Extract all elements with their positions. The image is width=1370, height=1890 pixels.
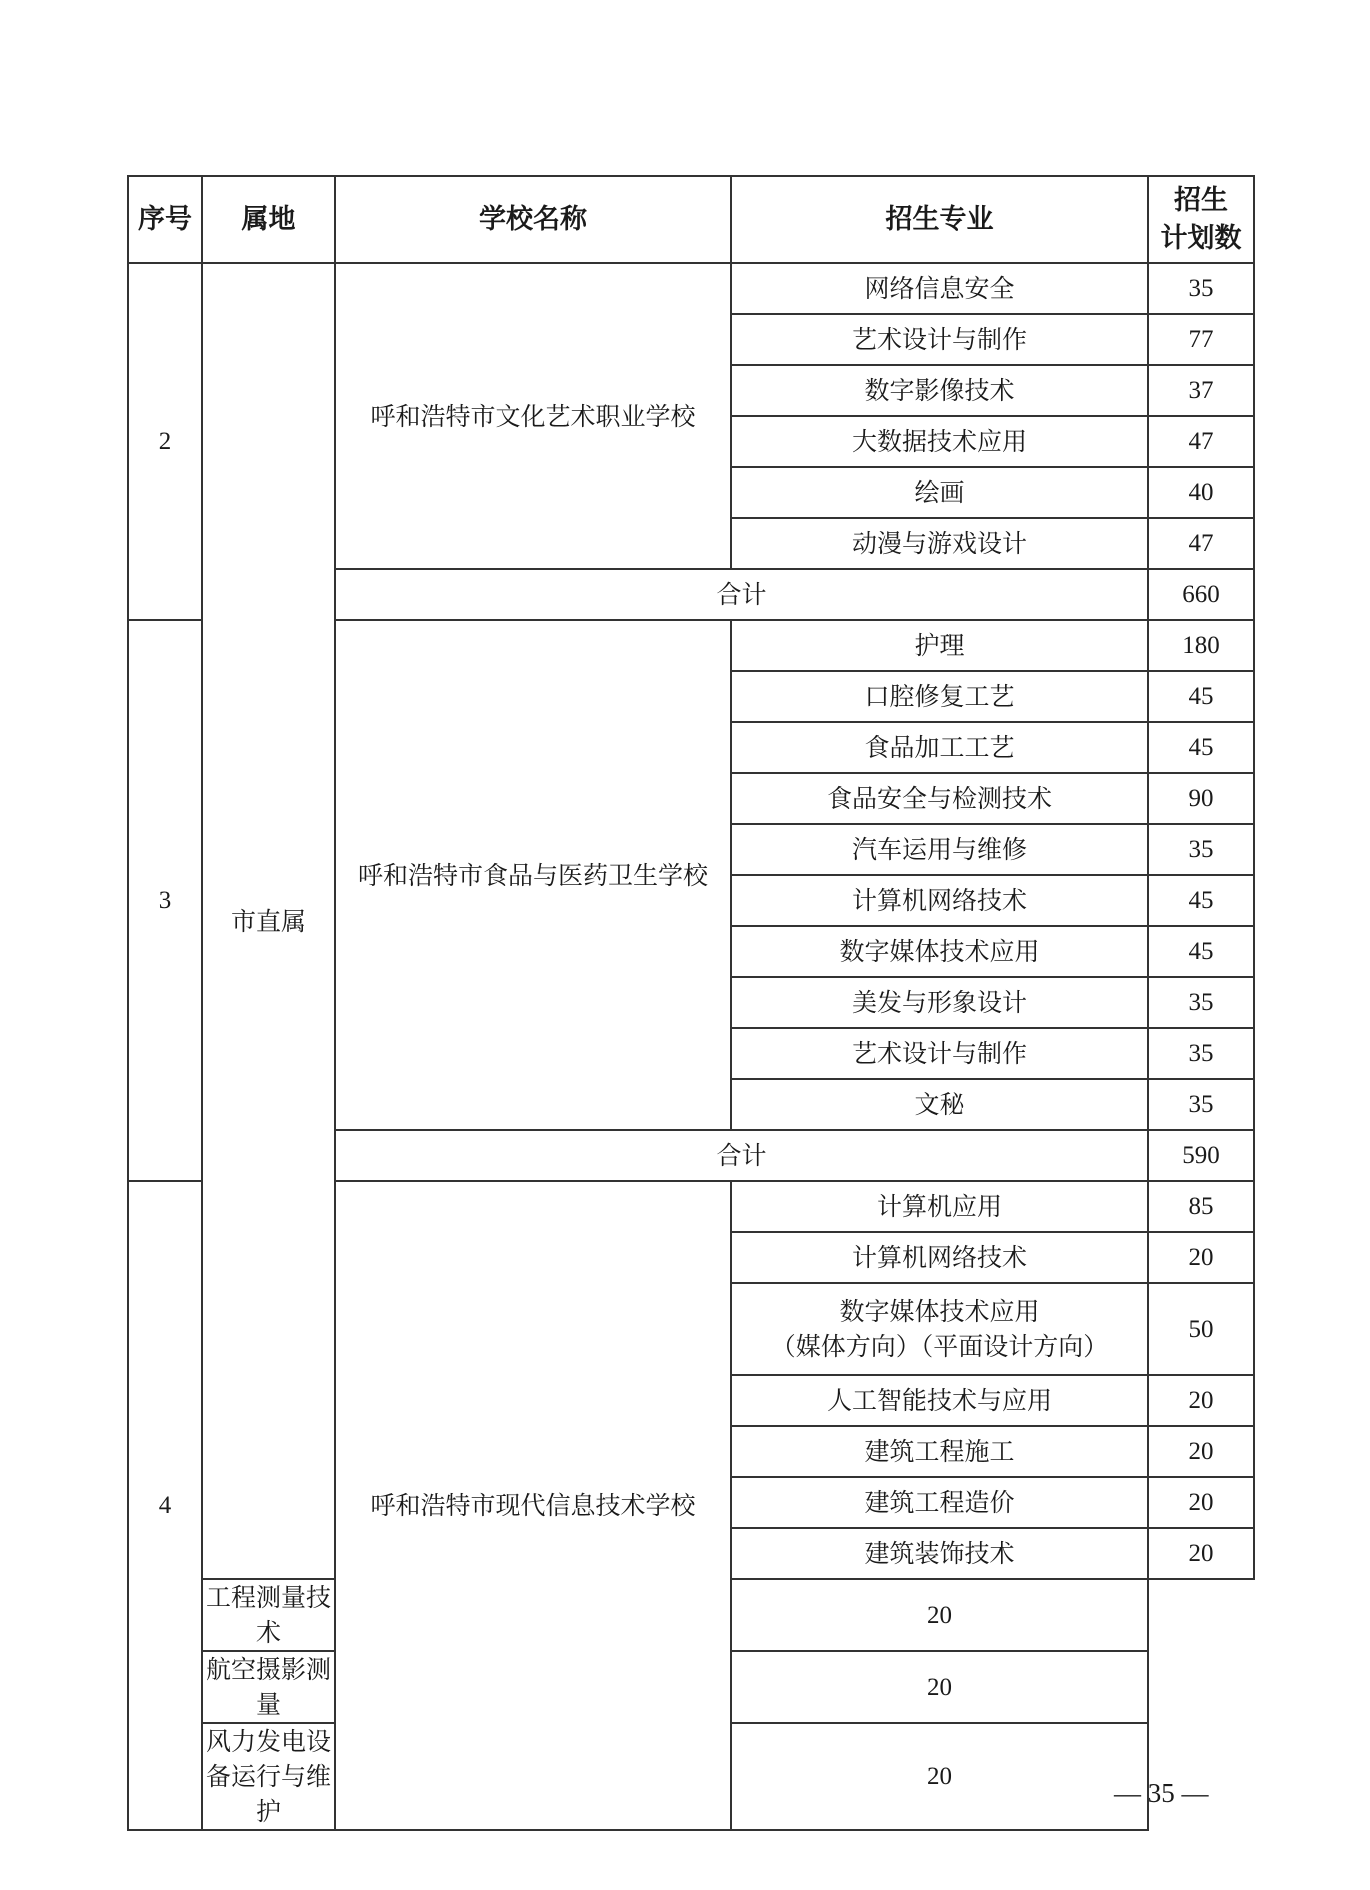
total-label: 合计 — [335, 1130, 1148, 1181]
header-row — [128, 176, 1254, 263]
plan-cell: 50 — [1148, 1283, 1254, 1375]
school-name: 呼和浩特市食品与医药卫生学校 — [335, 620, 731, 1130]
major-line-2: （媒体方向）（平面设计方向） — [770, 1332, 1109, 1361]
plan-cell: 47 — [1148, 518, 1254, 569]
major-line-1: 数字媒体技术应用 — [839, 1297, 1040, 1326]
total-label: 合计 — [335, 569, 1148, 620]
major-cell: 计算机网络技术 — [731, 875, 1148, 926]
plan-cell: 20 — [731, 1651, 1148, 1723]
plan-cell: 20 — [1148, 1528, 1254, 1579]
header-region: 属地 — [202, 176, 335, 263]
major-cell: 建筑工程造价 — [731, 1477, 1148, 1528]
major-cell — [731, 1283, 1148, 1375]
major-cell: 计算机网络技术 — [731, 1232, 1148, 1283]
plan-cell: 45 — [1148, 671, 1254, 722]
plan-cell: 20 — [1148, 1477, 1254, 1528]
plan-cell: 20 — [1148, 1232, 1254, 1283]
table-row — [128, 263, 1254, 314]
major-cell: 计算机应用 — [731, 1181, 1148, 1232]
major-cell: 艺术设计与制作 — [731, 314, 1148, 365]
plan-cell: 20 — [1148, 1426, 1254, 1477]
major-cell: 航空摄影测量 — [202, 1651, 335, 1723]
major-cell: 建筑工程施工 — [731, 1426, 1148, 1477]
plan-cell: 77 — [1148, 314, 1254, 365]
plan-cell: 45 — [1148, 926, 1254, 977]
page-number: — 35 — — [1114, 1778, 1209, 1808]
plan-cell: 35 — [1148, 824, 1254, 875]
major-cell: 风力发电设备运行与维护 — [202, 1723, 335, 1830]
plan-cell: 20 — [731, 1579, 1148, 1651]
plan-cell: 90 — [1148, 773, 1254, 824]
region-cell: 市直属 — [202, 263, 335, 1579]
major-cell: 大数据技术应用 — [731, 416, 1148, 467]
plan-cell: 40 — [1148, 467, 1254, 518]
plan-cell: 20 — [731, 1723, 1148, 1830]
plan-cell: 35 — [1148, 977, 1254, 1028]
major-cell: 工程测量技术 — [202, 1579, 335, 1651]
major-cell: 艺术设计与制作 — [731, 1028, 1148, 1079]
major-cell: 建筑装饰技术 — [731, 1528, 1148, 1579]
total-value: 660 — [1148, 569, 1254, 620]
header-plan-line2: 计划数 — [1160, 222, 1242, 254]
major-cell: 数字影像技术 — [731, 365, 1148, 416]
plan-cell: 45 — [1148, 875, 1254, 926]
major-cell: 网络信息安全 — [731, 263, 1148, 314]
plan-cell: 35 — [1148, 1079, 1254, 1130]
seq-cell: 2 — [128, 263, 202, 620]
header-school: 学校名称 — [335, 176, 731, 263]
total-value: 590 — [1148, 1130, 1254, 1181]
major-cell: 汽车运用与维修 — [731, 824, 1148, 875]
plan-cell: 180 — [1148, 620, 1254, 671]
seq-cell: 3 — [128, 620, 202, 1181]
major-cell: 护理 — [731, 620, 1148, 671]
header-plan — [1148, 176, 1254, 263]
major-cell: 口腔修复工艺 — [731, 671, 1148, 722]
plan-cell: 35 — [1148, 263, 1254, 314]
plan-cell: 85 — [1148, 1181, 1254, 1232]
plan-cell: 35 — [1148, 1028, 1254, 1079]
header-seq: 序号 — [128, 176, 202, 263]
seq-cell: 4 — [128, 1181, 202, 1830]
school-name: 呼和浩特市现代信息技术学校 — [335, 1181, 731, 1830]
major-cell: 美发与形象设计 — [731, 977, 1148, 1028]
header-major: 招生专业 — [731, 176, 1148, 263]
major-cell: 人工智能技术与应用 — [731, 1375, 1148, 1426]
major-cell: 文秘 — [731, 1079, 1148, 1130]
enrollment-table — [127, 175, 1255, 1831]
major-cell: 食品加工工艺 — [731, 722, 1148, 773]
major-cell: 绘画 — [731, 467, 1148, 518]
major-cell: 食品安全与检测技术 — [731, 773, 1148, 824]
major-cell: 数字媒体技术应用 — [731, 926, 1148, 977]
major-cell: 动漫与游戏设计 — [731, 518, 1148, 569]
school-name: 呼和浩特市文化艺术职业学校 — [335, 263, 731, 569]
plan-cell: 20 — [1148, 1375, 1254, 1426]
plan-cell: 45 — [1148, 722, 1254, 773]
plan-cell: 47 — [1148, 416, 1254, 467]
plan-cell: 37 — [1148, 365, 1254, 416]
header-plan-line1: 招生 — [1174, 184, 1228, 216]
